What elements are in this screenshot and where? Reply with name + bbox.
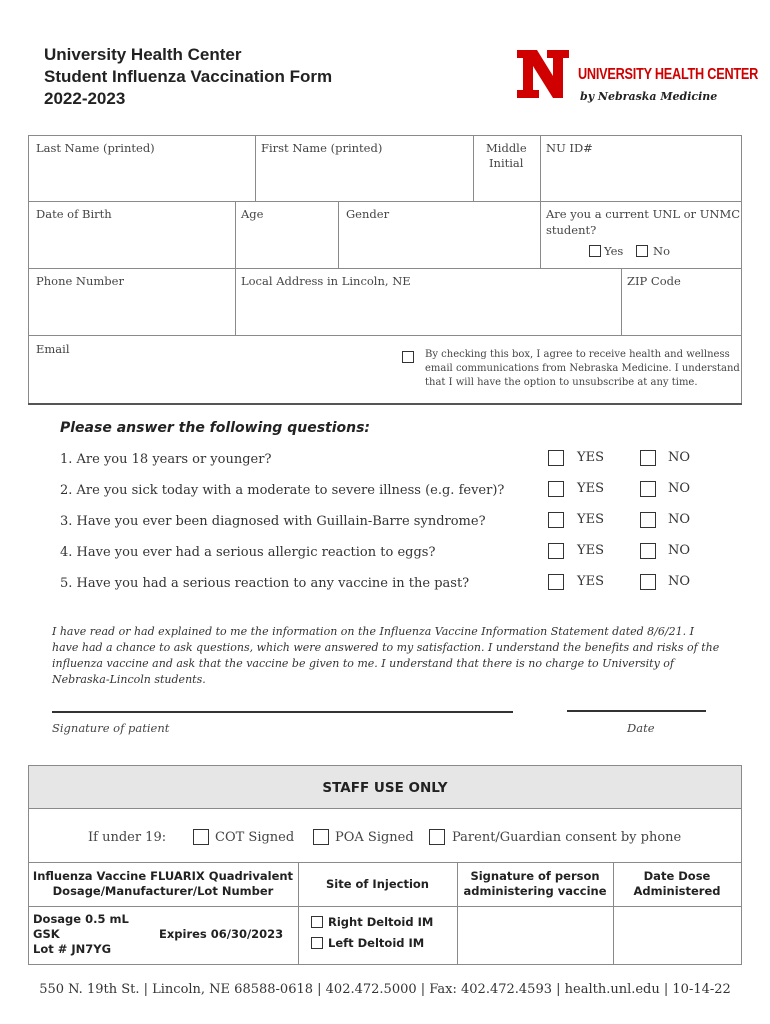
signature-header-1: Signature of person — [470, 869, 600, 883]
consent-statement: I have read or had explained to me the information on the Influenza Vaccine Information Statement dated 8/6/21. I have had a chance to ask questions, which were answered to my satisfaction. I understand the benefits and risks of the influenza vaccine and ask that the vaccine be given to me. I understand that there is no charge to University of Nebraska-Lincoln students. — [52, 625, 720, 686]
q3-no-label: NO — [668, 512, 691, 527]
q1-no-label: NO — [668, 450, 691, 465]
poa-signed-checkbox[interactable] — [313, 829, 329, 845]
nu-id-label: NU ID# — [546, 141, 593, 155]
middle-initial-label-1: Middle — [486, 141, 527, 155]
consent-text-1: By checking this box, I agree to receive health and wellness — [425, 349, 730, 360]
q1-yes-label: YES — [577, 450, 604, 465]
manufacturer-value: GSK — [33, 927, 60, 941]
logo-text: UNIVERSITY HEALTH CENTER — [578, 66, 759, 83]
student-yes-checkbox[interactable] — [589, 245, 601, 257]
footer-contact: 550 N. 19th St. | Lincoln, NE 68588-0618 | 402.472.5000 | Fax: 402.472.4593 | health.unl.edu | 10-14-22 — [39, 982, 731, 997]
question-4: 4. Have you ever had a serious allergic reaction to eggs? — [60, 545, 436, 560]
q2-yes-checkbox[interactable] — [548, 481, 564, 497]
consent-text-2: email communications from Nebraska Medicine. I understand — [425, 363, 740, 374]
expires-value: Expires 06/30/2023 — [159, 927, 284, 941]
dob-label: Date of Birth — [36, 207, 112, 221]
student-no-checkbox[interactable] — [636, 245, 648, 257]
q5-no-checkbox[interactable] — [640, 574, 656, 590]
q4-no-checkbox[interactable] — [640, 543, 656, 559]
dosage-value: Dosage 0.5 mL — [33, 912, 129, 926]
first-name-label: First Name (printed) — [261, 141, 383, 155]
left-deltoid-label: Left Deltoid IM — [328, 936, 425, 950]
parent-consent-label: Parent/Guardian consent by phone — [452, 830, 682, 845]
q4-yes-checkbox[interactable] — [548, 543, 564, 559]
q2-no-label: NO — [668, 481, 691, 496]
cot-signed-checkbox[interactable] — [193, 829, 209, 845]
patient-signature-label: Signature of patient — [52, 721, 170, 735]
if-under-19-label: If under 19: — [88, 830, 167, 845]
q1-no-checkbox[interactable] — [640, 450, 656, 466]
right-deltoid-label: Right Deltoid IM — [328, 915, 434, 929]
question-2: 2. Are you sick today with a moderate to severe illness (e.g. fever)? — [60, 483, 505, 498]
cot-signed-label: COT Signed — [215, 830, 295, 845]
last-name-input[interactable] — [29, 160, 254, 200]
local-address-label: Local Address in Lincoln, NE — [241, 274, 411, 288]
gender-label: Gender — [346, 207, 390, 221]
date-dose-header-1: Date Dose — [643, 869, 711, 883]
email-consent-checkbox[interactable] — [402, 351, 414, 363]
student-yes-label: Yes — [604, 244, 624, 258]
q3-yes-checkbox[interactable] — [548, 512, 564, 528]
right-deltoid-checkbox[interactable] — [311, 916, 323, 928]
left-deltoid-checkbox[interactable] — [311, 937, 323, 949]
logo-subtitle: by Nebraska Medicine — [580, 90, 718, 103]
q2-yes-label: YES — [577, 481, 604, 496]
email-label: Email — [36, 342, 70, 356]
vaccine-header-1: Influenza Vaccine FLUARIX Quadrivalent — [32, 869, 294, 883]
q5-yes-checkbox[interactable] — [548, 574, 564, 590]
staff-use-title: STAFF USE ONLY — [322, 780, 448, 796]
form-title — [44, 44, 332, 110]
q3-no-checkbox[interactable] — [640, 512, 656, 528]
question-1: 1. Are you 18 years or younger? — [60, 452, 272, 467]
parent-consent-checkbox[interactable] — [429, 829, 445, 845]
date-dose-header-2: Administered — [633, 884, 721, 898]
nebraska-n-logo-icon — [515, 46, 571, 102]
current-student-label-2: student? — [546, 223, 597, 237]
q4-no-label: NO — [668, 543, 691, 558]
vaccine-header-2: Dosage/Manufacturer/Lot Number — [52, 884, 274, 898]
date-signature-line[interactable] — [567, 710, 706, 712]
poa-signed-label: POA Signed — [335, 830, 414, 845]
age-label: Age — [241, 207, 264, 221]
question-3: 3. Have you ever been diagnosed with Guillain-Barre syndrome? — [60, 514, 486, 529]
last-name-label: Last Name (printed) — [36, 141, 155, 155]
title-line-1: University Health Center — [44, 45, 242, 64]
q1-yes-checkbox[interactable] — [548, 450, 564, 466]
site-header: Site of Injection — [326, 877, 429, 891]
current-student-label-1: Are you a current UNL or UNMC — [546, 207, 741, 221]
title-line-2: Student Influenza Vaccination Form — [44, 67, 333, 86]
lot-value: Lot # JN7YG — [33, 942, 112, 956]
signature-header-2: administering vaccine — [463, 884, 607, 898]
q4-yes-label: YES — [577, 543, 604, 558]
consent-text-3: that I will have the option to unsubscribe at any time. — [425, 377, 698, 388]
zip-label: ZIP Code — [627, 274, 681, 288]
middle-initial-label-2: Initial — [489, 156, 524, 170]
q2-no-checkbox[interactable] — [640, 481, 656, 497]
date-label: Date — [627, 721, 655, 735]
q5-no-label: NO — [668, 574, 691, 589]
q5-yes-label: YES — [577, 574, 604, 589]
student-no-label: No — [653, 244, 670, 258]
question-5: 5. Have you had a serious reaction to any vaccine in the past? — [60, 576, 470, 591]
questions-heading: Please answer the following questions: — [60, 420, 371, 436]
phone-label: Phone Number — [36, 274, 124, 288]
title-line-3: 2022-2023 — [44, 89, 126, 108]
patient-signature-line[interactable] — [52, 711, 513, 713]
q3-yes-label: YES — [577, 512, 604, 527]
